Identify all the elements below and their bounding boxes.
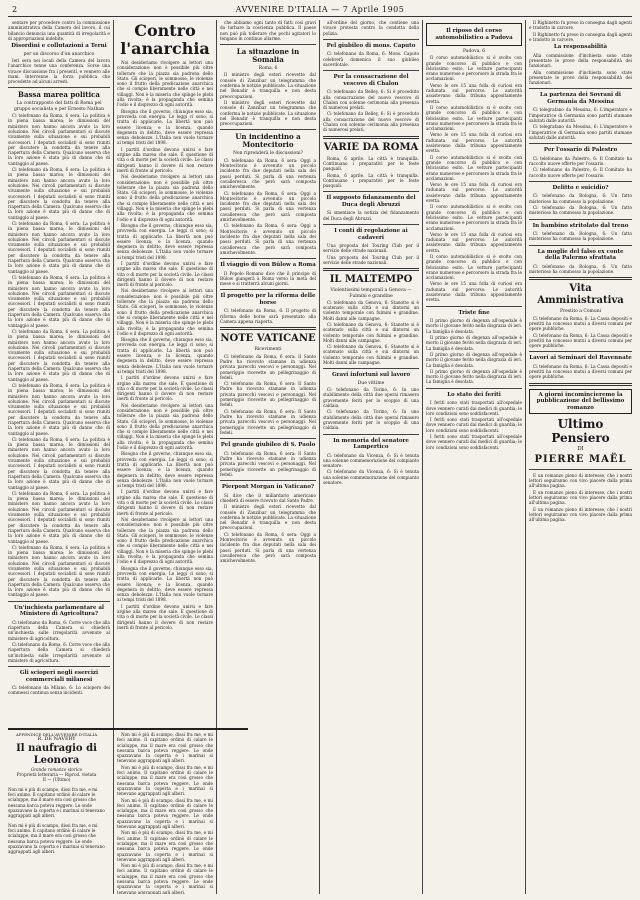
article-text: Ci telefonano da Roma, 6 sera: La politica è in piena bassa marea; le dimissioni del ministero non hanno ancora avuto la loro soluzione. Nei circoli parlamentari si discute vivamente sulla situazione e sui probabili successori. I deputati socialisti si sono riuniti per discutere la condotta da tenere alla riapertura della Camera. Qualcuno osserva che la loro azione è stata più di danno che di vantaggio al paese. xyxy=(8,221,110,274)
editorial-title: Contro l'anarchia xyxy=(120,21,210,58)
serial-text: Non mi è più di scampo, dissi fra me, e mi feci animo. Il capitano ordinò di calare le scialuppe, ma il mare era così grosso che nessuna barca poteva reggere. Le onde spazzavano la coperta e i marinai si tenevano aggrappati agli alberi. xyxy=(117,732,213,764)
article-text: Il Popolo Romano dice che il principe di Bülow giungerà a Roma verso la metà del mese e si tratterrà alcuni giorni. xyxy=(220,270,316,287)
article-text: Il primo giorno di degenza all'ospedale è morto il giovane ferito nella disgrazia di ieri. La famiglia è desolata. xyxy=(426,351,522,368)
serial-title: Il naufragio di Leonora xyxy=(16,742,97,766)
article-text: Ci telefonano da Bologna, 6: Un fatto misterioso ha commosso la popolazione. xyxy=(529,263,632,275)
article-heading: Pel grande giubileo di S. Paolo xyxy=(220,442,316,449)
serial-subtitle: Grande romanzo storico xyxy=(30,766,83,772)
article-heading: I conti di regolazione ai cadaveri xyxy=(334,228,408,241)
article-text: Ci telefonano da Belley, 6: Si è proceduto alla consacrazione del nuovo vescovo di Chalon con solenne cerimonia alla presenza di numerosi prelati. xyxy=(323,89,419,111)
column-rule xyxy=(525,20,526,894)
serial-text: Non mi è più di scampo, dissi fra me, e mi feci animo. Il capitano ordinò di calare le scialuppe, ma il mare era così grosso che nessuna barca poteva reggere. Le onde spazzavano la coperta e i marinai si tenevano aggrappati agli alberi. xyxy=(117,863,213,894)
article-text: all'ordine del giorno, che contiene una vivace protesta contro la condotta della polizia. xyxy=(323,20,419,36)
serial-text: Non mi è più di scampo, dissi fra me, e mi feci animo. Il capitano ordinò di calare le scialuppe, ma il mare era così grosso che nessuna barca poteva reggere. Le onde spazzavano la coperta e i marinai si tenevano aggrappati agli alberi. xyxy=(117,764,213,797)
serial-text: Non mi è più di scampo, dissi fra me, e mi feci animo. Il capitano ordinò di calare le scialuppe, ma il mare era così grosso che nessuna barca poteva reggere. Le onde spazzavano la coperta e i marinai si tenevano aggrappati agli alberi. xyxy=(8,822,105,855)
page-header xyxy=(8,4,632,17)
article-text: Il ministro degli esteri ricevette dal console di Zanzibar un telegramma che conferma le notizie pubblicate. La situazione nel Benadir è tranquilla e non desta preoccupazioni. xyxy=(220,72,316,99)
article-text: Il ministro degli esteri ricevette dal console di Zanzibar un telegramma che conferma le notizie pubblicate. La situazione nel Benadir è tranquilla e non desta preoccupazioni. xyxy=(220,99,316,127)
article-text: Ci telefonano da Roma, 6: La Cassa depositi e prestiti ha concesso mutui a diversi comuni per opere pubbliche. xyxy=(529,315,632,332)
article-text: I partiti d'ordine devono unirsi e fare argine alla marea che sale. È questione di vita o di morte per la società civile. Le classi dirigenti hanno il dovere di non restare inerti di fronte al pericolo. xyxy=(117,603,213,630)
article-text: Il primo giorno di degenza all'ospedale è morto il giovane ferito nella disgrazia di ieri. La famiglia è desolata. xyxy=(426,368,522,385)
article-subheading: Violentissimi temporali a Genova — Fulmini e grandine xyxy=(330,288,412,299)
article-text: sentare per procedere contro la commissione amministrativa della Camera del lavoro, il cui bilancio denuncia una quantità di irregolarità e di appropriazioni indebite. xyxy=(8,20,110,41)
serial-text: Non mi è più di scampo, dissi fra me, e mi feci animo. Il capitano ordinò di calare le scialuppe, ma il mare era così grosso che nessuna barca poteva reggere. Le onde spazzavano la coperta e i marinai si tenevano aggrappati agli alberi. xyxy=(8,786,105,819)
article-text: Ci telefonano da Roma, 6 sera: Il Santo Padre ha ricevuto stamane in udienza privata parecchi vescovi e personaggi. Nel pomeriggio ricevette un pellegrinaggio di fedeli. xyxy=(220,381,316,408)
article-text: Ci telefonano da Vicenza, 6: Si è tenuta una solenne commemorazione del compianto senatore. xyxy=(323,469,419,486)
article-text: Ci telefonano da Torino, 6: In uno stabilimento della città due operai rimasero gravemente feriti per lo scoppio di una caldaia. xyxy=(323,387,419,409)
article-text: I feriti sono stati trasportati all'ospedale dove vennero curati dai medici di guardia; le loro condizioni sono soddisfacenti. xyxy=(426,400,522,416)
article-subheading: Padova, 6 xyxy=(462,49,486,54)
article-heading: Un incidentino a Montecitorio xyxy=(235,132,301,150)
article-text: Ci telefonano da Roma, 6 sera: La politica è in piena bassa marea; le dimissioni del ministero non hanno ancora avuto la loro soluzione. Nei circoli parlamentari si discute vivamente sulla situazione e sui probabili successori. I deputati socialisti si sono riuniti per discutere la condotta da tenere alla riapertura della Camera. Qualcuno osserva che la loro azione è stata più di danno che di vantaggio al paese. xyxy=(8,328,110,382)
article-text: I partiti d'ordine devono unirsi e fare argine alla marea che sale. È questione di vita o di morte per la società civile. Le classi dirigenti hanno il dovere di non restare inerti di fronte al pericolo. xyxy=(117,260,213,288)
article-text: Ci telefonano da Palestro, 6: Il Comitato ha raccolto nuove offerte per l'ossario. xyxy=(529,167,632,178)
serial-text: Non mi è più di scampo, dissi fra me, e mi feci animo. Il capitano ordinò di calare le scialuppe, ma il mare era così grosso che nessuna barca poteva reggere. Le onde spazzavano la coperta e i marinai si tenevano aggrappati agli alberi. xyxy=(117,797,213,830)
article-text: Noi desideriamo rivolgere ai lettori una considerazione: non è possibile più oltre tollerare che la piazza sia padrona dello Stato. Gli scioperi, le sommosse, le violenze sono il frutto della predicazione anarchica che si compie liberamente nelle città e nei villaggi. Non è la miseria che spinge le plebi alla rivolta; è la propaganda che semina l'odio e il disprezzo di ogni autorità. xyxy=(117,402,213,451)
article-heading: Triste fine xyxy=(458,309,490,316)
novel-title: Ultimo Pensiero xyxy=(551,417,610,446)
article-text: Ci telefonano da Roma, 6 sera: La politica è in piena bassa marea; le dimissioni del ministero non hanno ancora avuto la loro soluzione. Nei circoli parlamentari si discute vivamente sulla situazione e sui probabili successori. I deputati socialisti si sono riuniti per discutere la condotta da tenere alla riapertura della Camera. Qualcuno osserva che la loro azione è stata più di danno che di vantaggio al paese. xyxy=(8,274,110,328)
article-subheading: Roma, 6 xyxy=(258,66,278,72)
article-text: I partiti d'ordine devono unirsi e fare argine alla marea che sale. È questione di vita o di morte per la società civile. Le classi dirigenti hanno il dovere di non restare inerti di fronte al pericolo. xyxy=(117,146,213,173)
article-text: Noi desideriamo rivolgere ai lettori una considerazione: non è possibile più oltre tollerare che la piazza sia padrona dello Stato. Gli scioperi, le sommosse, le violenze sono il frutto della predicazione anarchica che si compie liberamente nelle città e nei villaggi. Non è la miseria che spinge le plebi alla rivolta; è la propaganda che semina l'odio e il disprezzo di ogni autorità. xyxy=(117,516,213,565)
article-text: I feriti sono stati trasportati all'ospedale dove vennero curati dai medici di guardia; le loro condizioni sono soddisfacenti. xyxy=(426,434,522,450)
article-heading: In memoria del senatore Lampertico xyxy=(333,437,409,451)
article-subheading: Due vittime xyxy=(357,380,385,386)
article-text: Il corso automobilistico si è svolto con grande concorso di pubblico e con felicissimo esito. Le vetture partecipanti erano numerose e percorsero la strada fra le acclamazioni. xyxy=(426,253,522,281)
article-heading: Il supposto fidanzamento del Duca degli Abruzzi xyxy=(326,195,416,208)
article-text: Ci telegrafano da Messina, 6: L'imperatore e l'imperatrice di Germania sono partiti stamane salutati dalle autorità. xyxy=(529,107,632,124)
article-text: Noi desideriamo rivolgere ai lettori una considerazione: non è possibile più oltre tollerare che la piazza sia padrona dello Stato. Gli scioperi, le sommosse, le violenze sono il frutto della predicazione anarchica che si compie liberamente nelle città e nei villaggi. Non è la miseria che spinge le plebi alla rivolta; è la propaganda che semina l'odio e il disprezzo di ogni autorità. xyxy=(117,60,213,108)
column-3 xyxy=(220,20,316,890)
article-text: Il primo giorno di degenza all'ospedale è morto il giovane ferito nella disgrazia di ieri. La famiglia è desolata. xyxy=(426,318,522,334)
article-text: Roma, 6 aprile. La città è tranquilla. Continuano i preparativi per le feste pasquali. xyxy=(323,155,419,172)
article-text: Ci telefonano da Roma, 6: Corre voce che alla riapertura della Camera si chiederà un'inchiesta sulle irregolarità avvenute al ministero di agricoltura. xyxy=(8,641,110,663)
article-text: I feriti sono stati trasportati all'ospedale dove vennero curati dai medici di guardia; le loro condizioni sono soddisfacenti. xyxy=(426,417,522,433)
article-text: Il corso automobilistico si è svolto con grande concorso di pubblico e con felicissimo esito. Le vetture partecipanti erano numerose e percorsero la strada fra le acclamazioni. xyxy=(426,154,522,181)
section-heading: Vita Amministrativa xyxy=(537,283,624,307)
article-heading: Per l'ossario di Palestro xyxy=(543,147,618,154)
article-text: Si smentisce la notizia del fidanzamento del Duca degli Abruzzi. xyxy=(323,210,419,221)
article-text: Ci telefonano da Bologna, 6: Un fatto misterioso ha commosso la popolazione. xyxy=(529,193,632,204)
column-5 xyxy=(426,20,522,890)
article-text: I partiti d'ordine devono unirsi e fare argine alla marea che sale. È questione di vita o di morte per la società civile. Le classi dirigenti hanno il dovere di non restare inerti di fronte al pericolo. xyxy=(117,375,213,402)
article-text: E un romanzo pieno di interesse, che i nostri lettori seguiranno con vivo piacere dalla prima all'ultima pagina. xyxy=(529,489,632,506)
appendix-label: APPENDICE DELL'AVVENIRE D'ITALIA xyxy=(15,732,98,737)
article-text: E un romanzo pieno di interesse, che i nostri lettori seguiranno con vivo piacere dalla prima all'ultima pagina. xyxy=(529,506,632,523)
article-text: Si dice che il miliardario americano chiederà di essere ricevuto dal Santo Padre. xyxy=(220,492,316,503)
article-text: Ci telefonano da Roma, 6 sera: Oggi a Montecitorio è avvenuto un piccolo incidente fra due deputati nella sala dei passi perduti. Si parla di una vertenza cavalleresca che però sarà composta amichevolmente. xyxy=(220,531,316,564)
article-heading: Il viaggio di von Bülow a Roma xyxy=(220,262,316,269)
article-heading: Gli scioperi negli esercizi commerciali milanesi xyxy=(19,670,99,683)
article-text: Verso le ore 15 una folla di curiosi era radunata sul percorso. Le autorità assistevano dalla tribuna appositamente eretta. xyxy=(426,82,522,104)
column-6 xyxy=(529,20,632,890)
article-heading: Gravi infortuni sul lavoro xyxy=(331,372,411,379)
article-text: Il corso automobilistico si è svolto con grande concorso di pubblico e con felicissimo esito. Le vetture partecipanti erano numerose e percorsero la strada fra le acclamazioni. xyxy=(426,204,522,231)
article-text: Verso le ore 15 una folla di curiosi era radunata sul percorso. Le autorità assistevano dalla tribuna appositamente eretta. xyxy=(426,132,522,154)
article-text: Il corso automobilistico si è svolto con grande concorso di pubblico e con felicissimo esito. Le vetture partecipanti erano numerose e percorsero la strada fra le acclamazioni. xyxy=(426,55,522,82)
article-text: Ci telefonano da Vicenza, 6: Si è tenuta una solenne commemorazione del compianto senatore. xyxy=(323,452,419,469)
article-heading: Lo stato dei feriti xyxy=(447,391,501,398)
article-text: Ci telefonano da Roma, 6 sera: La politica è in piena bassa marea; le dimissioni del ministero non hanno ancora avuto la loro soluzione. Nei circoli parlamentari si discute vivamente sulla situazione e sui probabili successori. I deputati socialisti si sono riuniti per discutere la condotta da tenere alla riapertura della Camera. Qualcuno osserva che la loro azione è stata più di danno che di vantaggio al paese. xyxy=(8,167,110,220)
article-text: Verso le ore 15 una folla di curiosi era radunata sul percorso. Le autorità assistevano dalla tribuna appositamente eretta. xyxy=(426,231,522,253)
article-heading: Disordini e collutazioni a Terni xyxy=(11,43,107,50)
serial-chapter: II — (Ultimo) xyxy=(42,777,71,783)
article-text: Verso le ore 15 una folla di curiosi era radunata sul percorso. Le autorità assistevano dalla tribuna appositamente eretta. xyxy=(426,182,522,204)
article-text: Bisogna che il governo, chiunque esso sia, provveda con energia. Le leggi ci sono; si tratta di applicarle. La libertà non può essere licenza; e la licenza, quando degenera in delitto, deve essere repressa senza debolezze. L'Italia non vuole tornare ai tempi tristi del 1898. xyxy=(117,565,213,603)
serial-continuation xyxy=(117,732,213,894)
article-text: Ci telefonano da Roma, 6 sera: La politica è in piena bassa marea; le dimissioni del ministero non hanno ancora avuto la loro soluzione. Nei circoli parlamentari si discute vivamente sulla situazione e sui probabili successori. I deputati socialisti si sono riuniti per discutere la condotta da tenere alla riapertura della Camera. Qualcuno osserva che la loro azione è stata più di danno che di vantaggio al paese. xyxy=(8,436,110,490)
article-text: Il Righinetto fu preso in consegna dagli agenti e tradotto in carcere. xyxy=(529,31,632,42)
novel-announcement: A giorni incomincieremo la pubblicazione del bellissimo romanzo Ultimo Pensiero DI PIERRE MAËL xyxy=(529,389,632,466)
article-text: Ci telefonano da Roma, 6 sera: Oggi a Montecitorio è avvenuto un piccolo incidente fra due deputati nella sala dei passi perduti. Si parla di una vertenza cavalleresca che però sarà composta amichevolmente. xyxy=(220,157,316,190)
article-text: Bisogna che il governo, chiunque esso sia, provveda con energia. Le leggi ci sono; si tratta di applicarle. La libertà non può essere licenza; e la licenza, quando degenera in delitto, deve essere repressa senza debolezze. L'Italia non vuole tornare ai tempi tristi del 1898. xyxy=(117,222,213,260)
article-text: Bisogna che il governo, chiunque esso sia, provveda con energia. Le leggi ci sono; si tratta di applicarle. La libertà non può essere licenza; e la licenza, quando degenera in delitto, deve essere repressa senza debolezze. L'Italia non vuole tornare ai tempi tristi del 1898. xyxy=(117,451,213,489)
appendix-rule xyxy=(8,728,248,730)
column-rule xyxy=(422,20,423,894)
column-2 xyxy=(117,20,213,725)
article-text: Noi desideriamo rivolgere ai lettori una considerazione: non è possibile più oltre tollerare che la piazza sia padrona dello Stato. Gli scioperi, le sommosse, le violenze sono il frutto della predicazione anarchica che si compie liberamente nelle città e nei villaggi. Non è la miseria che spinge le plebi alla rivolta; è la propaganda che semina l'odio e il disprezzo di ogni autorità. xyxy=(117,288,213,336)
serial-text: Non mi è più di scampo, dissi fra me, e mi feci animo. Il capitano ordinò di calare le scialuppe, ma il mare era così grosso che nessuna barca poteva reggere. Le onde spazzavano la coperta e i marinai si tenevano aggrappati agli alberi. xyxy=(117,830,213,862)
article-heading: Pierpont Morgan in Vaticano? xyxy=(221,484,315,491)
announcement-line: A giorni incomincieremo la pubblicazione del bellissimo romanzo xyxy=(529,389,632,415)
article-heading: Delitto e suicidio? xyxy=(552,184,609,191)
article-text: Noi desideriamo rivolgere ai lettori una considerazione: non è possibile più oltre tollerare che la piazza sia padrona dello Stato. Gli scioperi, le sommosse, le violenze sono il frutto della predicazione anarchica che si compie liberamente nelle città e nei villaggi. Non è la miseria che spinge le plebi alla rivolta; è la propaganda che semina l'odio e il disprezzo di ogni autorità. xyxy=(117,174,213,222)
section-heading: VARIE DA ROMA xyxy=(323,141,419,153)
masthead-line: AVVENIRE D'ITALIA — 7 Aprile 1905 xyxy=(235,5,405,14)
article-text: Ci telefonano da Genova, 6: Stanotte si è scatenato sulla città e sui dintorni un violento temporale con fulmini e grandine. Molti danni alle campagne. xyxy=(323,299,419,321)
article-text: Ci telefonano da Roma, 6: Corre voce che alla riapertura della Camera si chiederà un'inchiesta sulle irregolarità avvenute al ministero di agricoltura. xyxy=(8,619,110,641)
article-text: Ci telefonano da Roma, 6 sera: La politica è in piena bassa marea; le dimissioni del ministero non hanno ancora avuto la loro soluzione. Nei circoli parlamentari si discute vivamente sulla situazione e sui probabili successori. I deputati socialisti si sono riuniti per discutere la condotta da tenere alla riapertura della Camera. Qualcuno osserva che la loro azione è stata più di danno che di vantaggio al paese. xyxy=(8,544,110,598)
section-heading: IL MALTEMPO xyxy=(329,274,413,286)
article-text: Ci telefonano da Roma, 6 sera: Il Santo Padre ha ricevuto stamane in udienza privata parecchi vescovi e personaggi. Nel pomeriggio ricevette un pellegrinaggio di fedeli. xyxy=(220,408,316,435)
article-text: Ci telefonano da Roma, 6 sera: Oggi a Montecitorio è avvenuto un piccolo incidente fra due deputati nella sala dei passi perduti. Si parla di una vertenza cavalleresca che però sarà composta amichevolmente. xyxy=(220,223,316,255)
article-text: Il ministro degli esteri ricevette dal console di Zanzibar un telegramma che conferma le notizie pubblicate. La situazione nel Benadir è tranquilla e non desta preoccupazioni. xyxy=(220,504,316,531)
article-text: Ci telefonano da Genova, 6: Stanotte si è scatenato sulla città e sui dintorni un violento temporale con fulmini e grandine. Molti danni alle campagne. xyxy=(323,344,419,366)
article-heading: Bassa marea politica xyxy=(18,90,100,100)
article-text: Ci telefonano da Roma, 6 sera: La politica è in piena bassa marea; le dimissioni del ministero non hanno ancora avuto la loro soluzione. Nei circoli parlamentari si discute vivamente sulla situazione e sui probabili successori. I deputati socialisti si sono riuniti per discutere la condotta da tenere alla riapertura della Camera. Qualcuno osserva che la loro azione è stata più di danno che di vantaggio al paese. xyxy=(8,382,110,436)
article-text: Ci telegrafano da Messina, 6: L'imperatore e l'imperatrice di Germania sono partiti stamane salutati dalle autorità. xyxy=(529,124,632,140)
article-heading: Per la consacrazione del vescovo di Chalon xyxy=(333,74,409,87)
article-text: Ci telefonano da Milano, 6: Lo sciopero dei commessi continua senza incidenti. xyxy=(8,685,110,696)
article-text: Il Righinetto fu preso in consegna dagli agenti e tradotto in carcere. xyxy=(529,20,632,31)
article-text: Ci telefonano da Genova, 6: Stanotte si è scatenato sulla città e sui dintorni un violento temporale con fulmini e grandine. Molti danni alle campagne. xyxy=(323,322,419,343)
article-heading: NOTE VATICANE xyxy=(220,333,316,345)
article-text: Una proposta del Touring Club per il servizio delle strade nazionali. xyxy=(323,243,419,254)
article-heading: In bambino stritolato dal treno xyxy=(532,222,629,229)
article-text: Roma, 6 aprile. La città è tranquilla. Continuano i preparativi per le feste pasquali. xyxy=(323,172,419,189)
article-text: che abbiamo ogni tanto di fatti così gravi da turbare la coscienza pubblica. Il paese non può più tollerare che pochi agitatori lo tengano in continuo allarme. xyxy=(220,20,316,41)
article-heading: Il progetto per la riforma delle borse xyxy=(220,293,316,306)
article-text: Ci telefonano da Bologna, 6: Un fatto misterioso ha commosso la popolazione. xyxy=(529,205,632,216)
article-text: I partiti d'ordine devono unirsi e fare argine alla marea che sale. È questione di vita o di morte per la società civile. Le classi dirigenti hanno il dovere di non restare inerti di fronte al pericolo. xyxy=(117,489,213,516)
page-number: 2 xyxy=(12,5,18,14)
article-text: Alla commissione d'inchiesta sono state presentate le prove della responsabilità dei funzionari. xyxy=(529,69,632,86)
article-heading: Il riposo del corso automobilistico a Padova xyxy=(435,28,513,41)
article-text: Ci telefonano da Palestro, 6: Il Comitato ha raccolto nuove offerte per l'ossario. xyxy=(529,155,632,167)
article-heading: Lavori ai Seminari del Ravennate xyxy=(529,355,632,362)
article-text: Ci telefonano da Roma, 6: La Cassa depositi e prestiti ha concesso mutui a diversi comuni per opere pubbliche. xyxy=(529,363,632,380)
column-rule xyxy=(319,20,320,894)
article-heading: Un'inchiesta parlamentare al Ministero di Agricoltura? xyxy=(14,604,104,618)
article-heading: La partenza dei Sovrani di Germania da Messina xyxy=(540,92,621,105)
novel-author: PIERRE MAËL xyxy=(534,453,627,465)
article-text: Ci telefonano da Torino, 6: In uno stabilimento della città due operai rimasero gravemente feriti per lo scoppio di una caldaia. xyxy=(323,409,419,431)
article-text: Ieri sera nei locali della Camera del lavoro l'anarchico tenne una conferenza. Sorse una vivace discussione fra i presenti, e vennero alle mani. Intervenne la forza pubblica che procedette ad alcuni arresti. xyxy=(8,57,110,85)
article-subheading: per un discorso d'un anarchico xyxy=(23,51,95,57)
article-text: Ci telefonano da Roma, 6: Il progetto di riforma delle borse sarà presentato alla Camera appena riaperta. xyxy=(220,308,316,325)
article-text: E un romanzo pieno di interesse, che i nostri lettori seguiranno con vivo piacere dalla prima all'ultima pagina. xyxy=(529,472,632,489)
serial-author: R. DE NAVERY xyxy=(37,736,76,743)
column-rule xyxy=(216,20,217,894)
article-heading: Pel giubileo di mons. Caputo xyxy=(326,42,416,49)
article-text: Ci telefonano da Roma, 6 sera: La politica è in piena bassa marea; le dimissioni del ministero non hanno ancora avuto la loro soluzione. Nei circoli parlamentari si discute vivamente sulla situazione e sui probabili successori. I deputati socialisti si sono riuniti per discutere la condotta da tenere alla riapertura della Camera. Qualcuno osserva che la loro azione è stata più di danno che di vantaggio al paese. xyxy=(8,113,110,166)
article-text: Ci telefonano da Roma, 6 sera: La politica è in piena bassa marea; le dimissioni del ministero non hanno ancora avuto la loro soluzione. Nei circoli parlamentari si discute vivamente sulla situazione e sui probabili successori. I deputati socialisti si sono riuniti per discutere la condotta da tenere alla riapertura della Camera. Qualcuno osserva che la loro azione è stata più di danno che di vantaggio al paese. xyxy=(8,490,110,544)
article-text: Ci telefonano da Bologna, 6: Un fatto misterioso ha commosso la popolazione. xyxy=(529,231,632,242)
article-text: Ci telefonano da Roma, 6 sera: Il Santo Padre ha ricevuto stamane in udienza privata parecchi vescovi e personaggi. Nel pomeriggio ricevette un pellegrinaggio di fedeli. xyxy=(220,450,316,477)
article-text: Ci telefonano da Belley, 6: Si è proceduto alla consacrazione del nuovo vescovo di Chalon con solenne cerimonia alla presenza di numerosi prelati. xyxy=(323,111,419,133)
article-text: Ci telefonano da Roma, 6 sera: Oggi a Montecitorio è avvenuto un piccolo incidente fra due deputati nella sala dei passi perduti. Si parla di una vertenza cavalleresca che però sarà composta amichevolmente. xyxy=(220,190,316,223)
column-rule xyxy=(113,20,114,894)
article-text: Ci telefonano da Roma, 6: La Cassa depositi e prestiti ha concesso mutui a diversi comuni per opere pubbliche. xyxy=(529,332,632,349)
column-1 xyxy=(8,20,110,725)
article-subheading: La contrapposto del fatti di Roma pel gruppo socialista e per Ernesto Nathan xyxy=(14,101,104,112)
article-subheading: Prestito a Comuni xyxy=(559,309,602,315)
article-text: Bisogna che il governo, chiunque esso sia, provveda con energia. Le leggi ci sono; si tratta di applicarle. La libertà non può essere licenza; e la licenza, quando degenera in delitto, deve essere repressa senza debolezze. L'Italia non vuole tornare ai tempi tristi del 1898. xyxy=(117,108,213,146)
article-text: Verso le ore 15 una folla di curiosi era radunata sul percorso. Le autorità assistevano dalla tribuna appositamente eretta. xyxy=(426,281,522,303)
article-heading: La moglie del falso ex conte della Palermo sfrattata xyxy=(537,248,624,262)
article-heading: La situazione in Somalia xyxy=(236,47,300,65)
serial-novel xyxy=(8,732,105,894)
article-text: Ci telefonano da Roma, 6: Mons. Caputo celebrerà domenica il suo giubileo sacerdotale. xyxy=(323,51,419,67)
article-heading: La responsabilità xyxy=(553,44,608,51)
article-text: Alla commissione d'inchiesta sono state presentate le prove della responsabilità dei funzionari. xyxy=(529,52,632,69)
article-subheading: Non riprenderà le discussioni? xyxy=(232,151,304,157)
article-text: Una proposta del Touring Club per il servizio delle strade nazionali. xyxy=(323,254,419,265)
article-subheading: Ricevimenti xyxy=(254,347,282,353)
serial-rights: Proprietà letteraria — Riprod. vietata xyxy=(16,771,97,777)
article-text: Ci telefonano da Roma, 6 sera: Il Santo Padre ha ricevuto stamane in udienza privata parecchi vescovi e personaggi. Nel pomeriggio ricevette un pellegrinaggio di fedeli. xyxy=(220,353,316,380)
article-text: Il primo giorno di degenza all'ospedale è morto il giovane ferito nella disgrazia di ieri. La famiglia è desolata. xyxy=(426,335,522,351)
article-text: Il corso automobilistico si è svolto con grande concorso di pubblico e con felicissimo esito. Le vetture partecipanti erano numerose e percorsero la strada fra le acclamazioni. xyxy=(426,104,522,132)
column-4 xyxy=(323,20,419,890)
article-text: Bisogna che il governo, chiunque esso sia, provveda con energia. Le leggi ci sono; si tratta di applicarle. La libertà non può essere licenza; e la licenza, quando degenera in delitto, deve essere repressa senza debolezze. L'Italia non vuole tornare ai tempi tristi del 1898. xyxy=(117,337,213,374)
